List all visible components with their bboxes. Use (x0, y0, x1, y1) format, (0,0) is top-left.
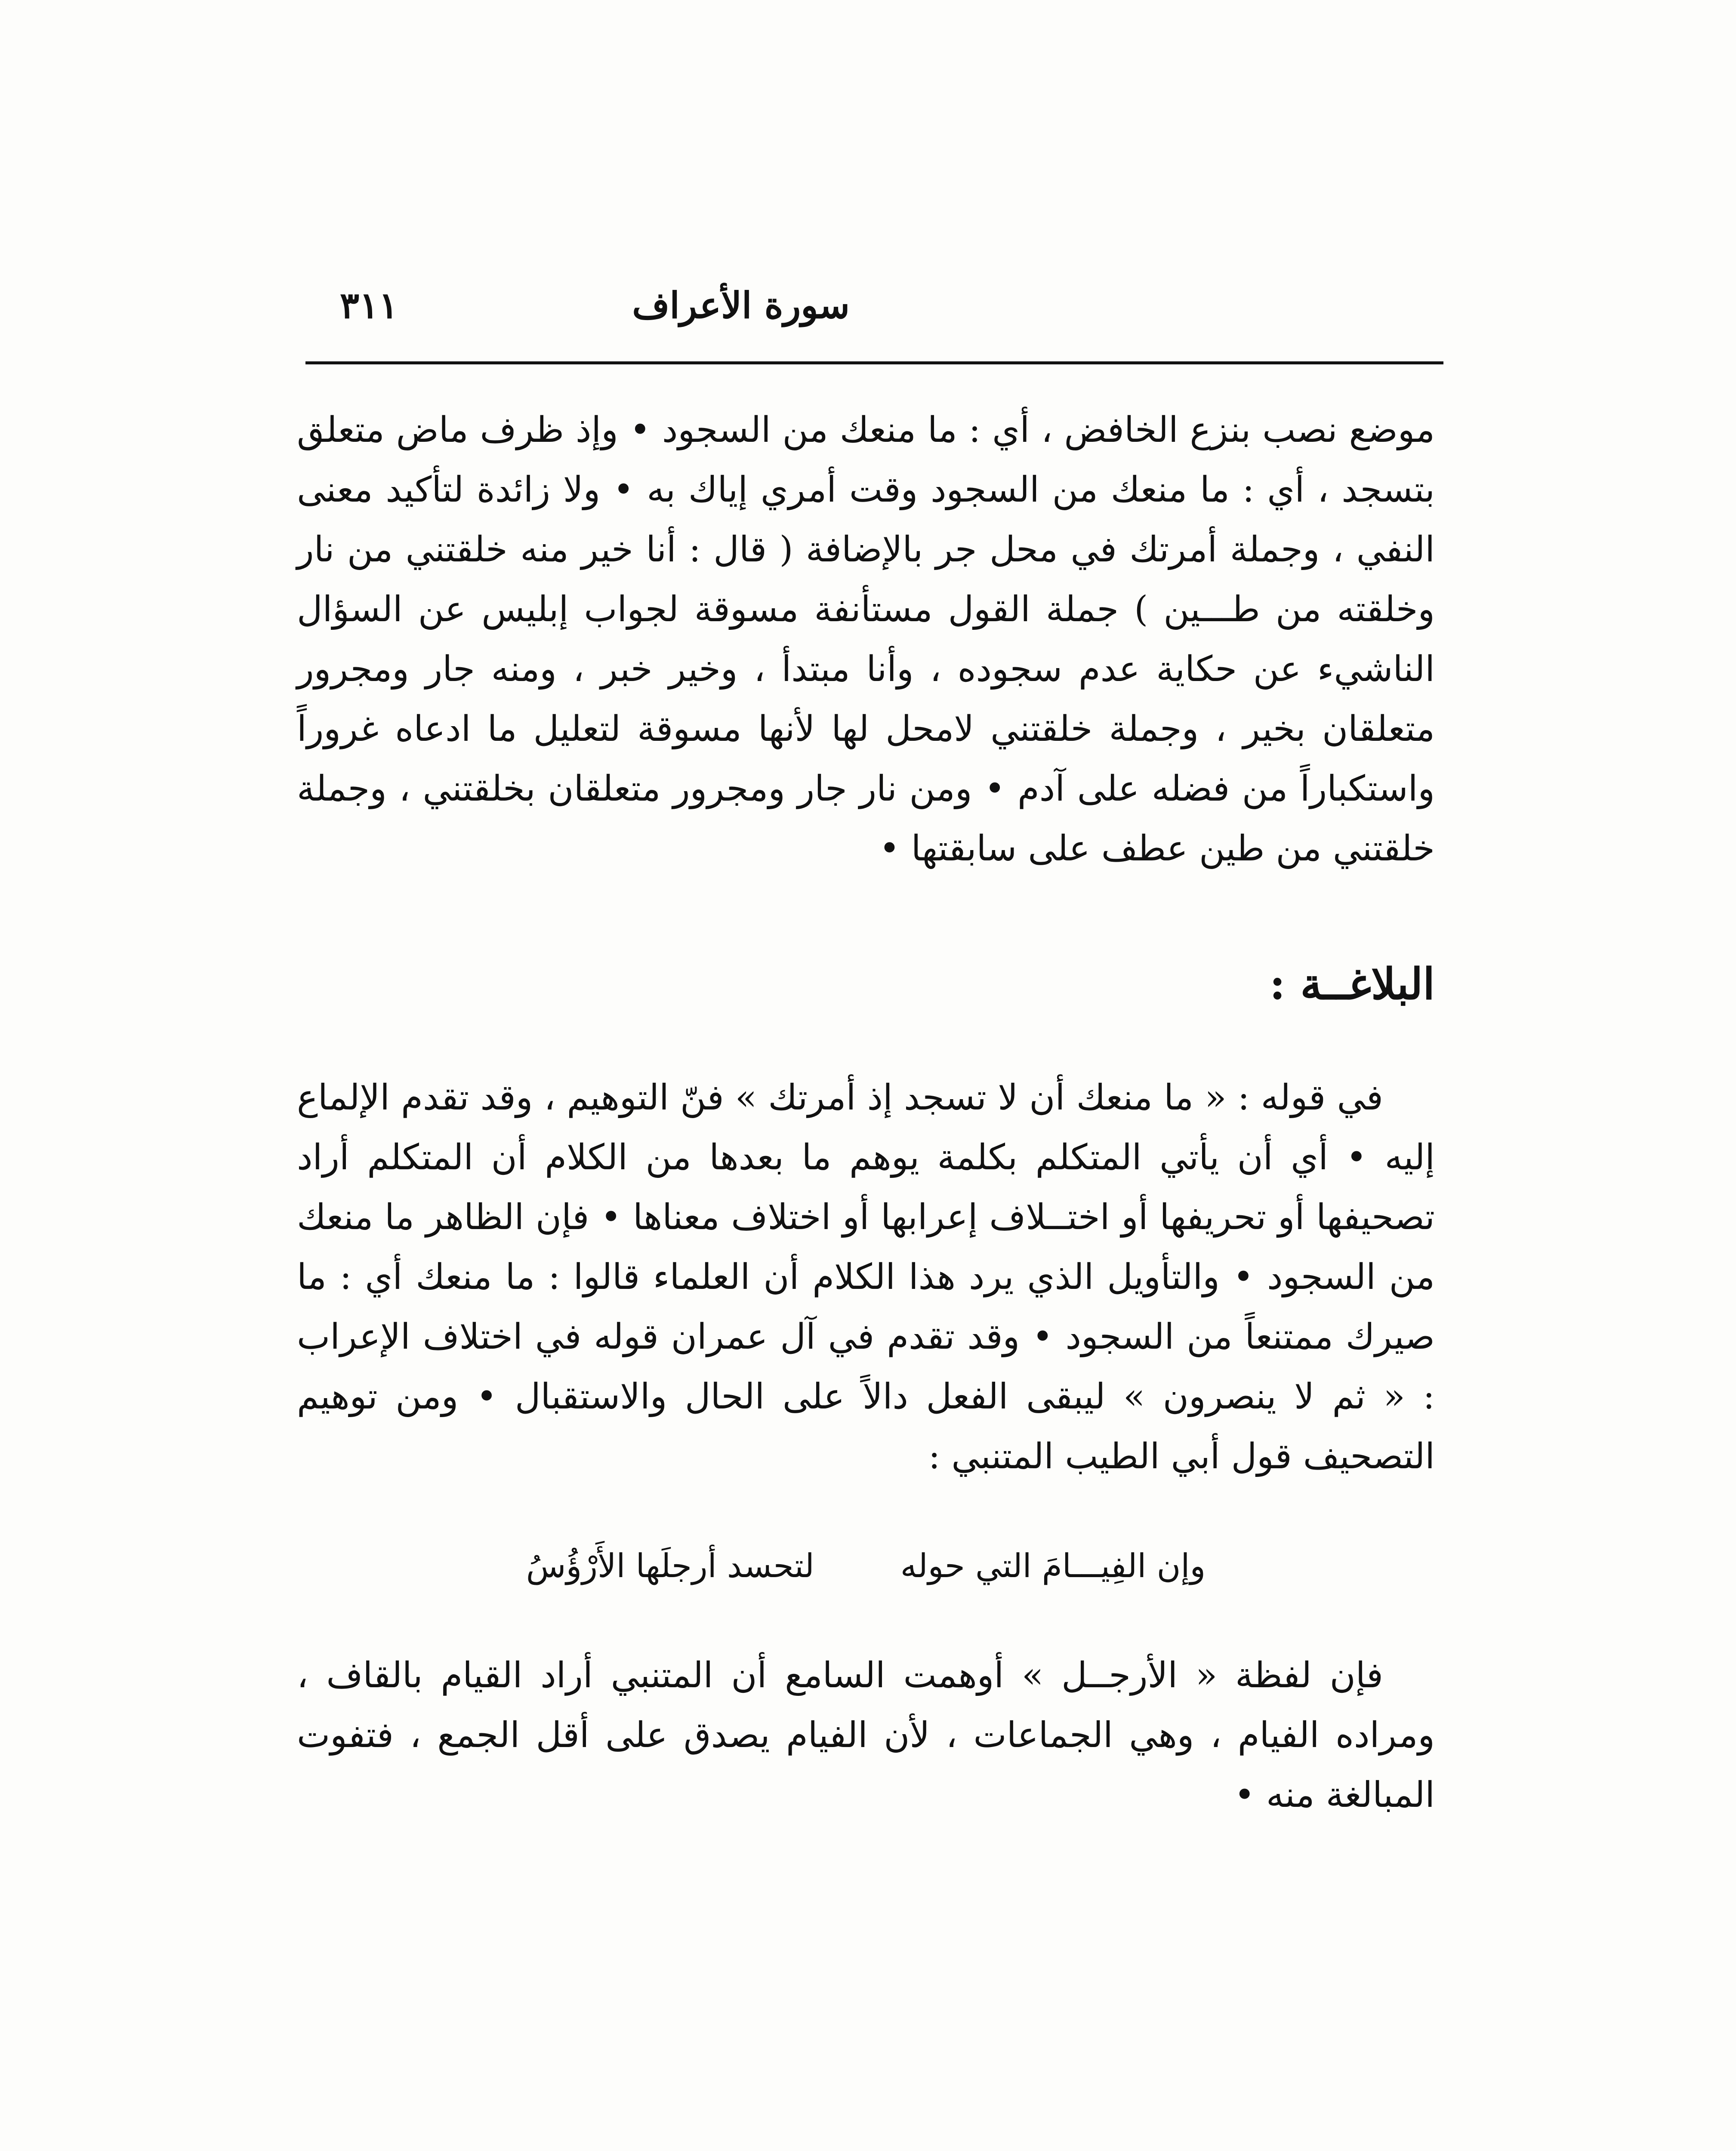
poetry-verse (297, 1538, 1435, 1594)
paragraph-balagha: في قوله : « ما منعك أن لا تسجد إذ أمرتك » فنّ التوهيم ، وقد تقدم الإلماع إليه • أي أن يأتي المتكلم بكلمة يوهم ما بعدها من الكلام أن المتكلم أراد تصحيفها أو تحريفها أو اختــلاف إعرابها أو اختلاف معناها • فإن الظاهر ما منعك من السجود • والتأويل الذي يرد هذا الكلام أن العلماء قالوا : ما منعك أي : ما صيرك ممتنعاً من السجود • وقد تقدم في آل عمران قوله في اختلاف الإعراب : « ثم لا ينصرون » ليبقى الفعل دالاً على الحال والاستقبال • ومن توهيم التصحيف قول أبي الطيب المتنبي : (297, 1077, 1435, 1477)
header-divider (305, 361, 1443, 364)
verse-first-hemistich: وإن الفِيـــامَ التي حوله (900, 1547, 1206, 1585)
paragraph-irab: موضع نصب بنزع الخافض ، أي : ما منعك من السجود • وإذ ظرف ماض متعلق بتسجد ، أي : ما منعك من السجود وقت أمري إياك به • ولا زائدة لتأكيد معنى النفي ، وجملة أمرتك في محل جر بالإضافة ( قال : أنا خير منه خلقتني من نار وخلقته من طـــين ) جملة القول مستأنفة مسوقة لجواب إبليس عن السؤال الناشيء عن حكاية عدم سجوده ، وأنا مبتدأ ، وخير خبر ، ومنه جار ومجرور متعلقان بخير ، وجملة خلقتني لامحل لها لأنها مسوقة لتعليل ما ادعاه غروراً واستكباراً من فضله على آدم • ومن نار جار ومجرور متعلقان بخلقتني ، وجملة خلقتني من طين عطف على سابقتها • (297, 410, 1435, 869)
paragraph-explanation: فإن لفظة « الأرجــل » أوهمت السامع أن المتنبي أراد القيام بالقاف ، ومراده الفيام ، وهي الجماعات ، لأن الفيام يصدق على أقل الجمع ، فتفوت المبالغة منه • (297, 1655, 1435, 1815)
section-heading-balagha: البلاغــة : (1269, 958, 1435, 1009)
verse-second-hemistich: لتحسد أرجلَها الأَرْؤُسُ (526, 1547, 814, 1585)
page-number: ٣١١ (340, 284, 398, 327)
surah-title: سورة الأعراف (632, 284, 850, 327)
page-header (314, 275, 1422, 348)
page-body (297, 400, 1435, 1825)
